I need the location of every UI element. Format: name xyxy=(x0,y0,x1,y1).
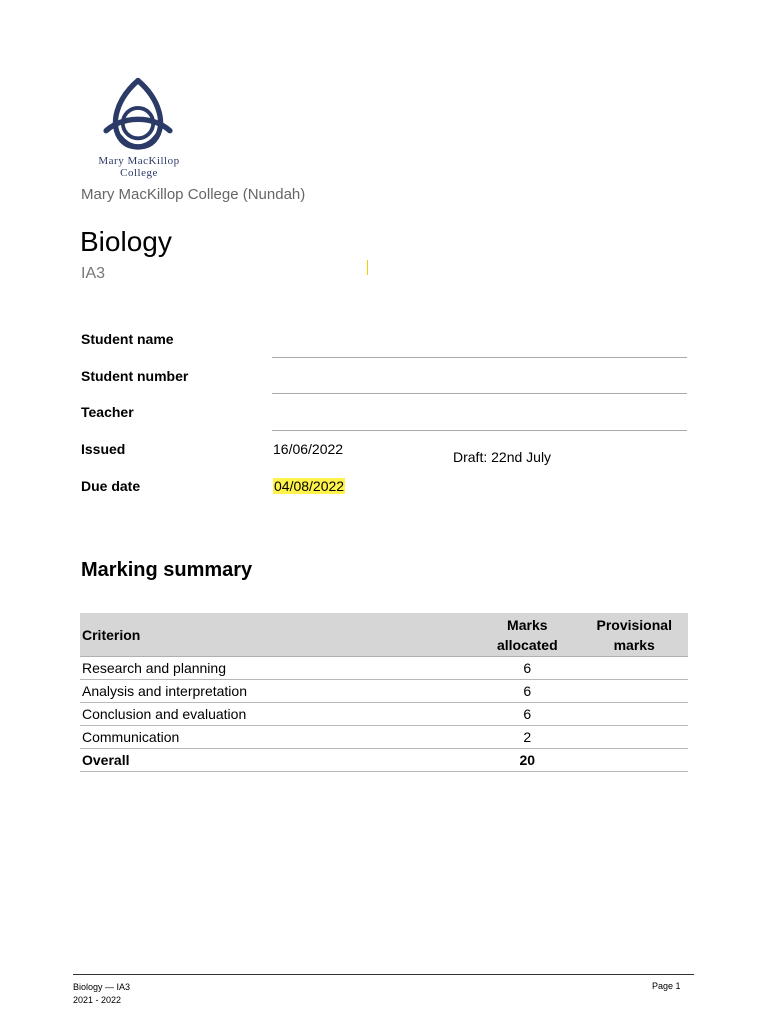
subject-title: Biology xyxy=(80,226,172,257)
marks-allocated-header xyxy=(474,613,580,657)
student-number-label: Student number xyxy=(81,368,189,384)
provisional-cell[interactable] xyxy=(580,703,688,726)
issued-label: Issued xyxy=(81,441,126,457)
criterion-cell: Research and planning xyxy=(80,657,474,680)
table-row xyxy=(80,657,688,680)
teacher-label: Teacher xyxy=(81,404,134,420)
table-total-row xyxy=(80,749,688,772)
footer-year: 2021 - 2022 xyxy=(73,995,122,1005)
overall-marks: 20 xyxy=(474,749,580,772)
issued-value: 16/06/2022 xyxy=(273,441,344,457)
due-date-label: Due date xyxy=(81,478,141,494)
footer-title: Biology — IA3 xyxy=(73,982,131,992)
table-header-row xyxy=(80,613,688,657)
table-row xyxy=(80,703,688,726)
logo-line1: Mary MacKillop xyxy=(98,155,180,167)
marks-header-line2: allocated xyxy=(496,636,558,653)
school-name: Mary MacKillop College (Nundah) xyxy=(81,186,306,203)
assessment-code: IA3 xyxy=(81,265,106,282)
marks-cell: 6 xyxy=(474,680,580,703)
criterion-cell: Communication xyxy=(80,726,474,749)
due-date-value: 04/08/2022 xyxy=(274,478,345,494)
provisional-cell[interactable] xyxy=(580,680,688,703)
logo-line2: College xyxy=(120,167,158,179)
page-number: Page 1 xyxy=(652,981,681,991)
college-logo-trinity-knot-icon xyxy=(100,76,176,152)
text-cursor-mark xyxy=(367,260,368,275)
student-name-line[interactable] xyxy=(272,357,687,358)
provisional-cell[interactable] xyxy=(580,657,688,680)
table-row xyxy=(80,680,688,703)
table-row xyxy=(80,726,688,749)
teacher-line[interactable] xyxy=(272,430,687,431)
marks-cell: 2 xyxy=(474,726,580,749)
marks-cell: 6 xyxy=(474,657,580,680)
provisional-cell[interactable] xyxy=(580,726,688,749)
provisional-marks-header xyxy=(580,613,688,657)
overall-label: Overall xyxy=(80,749,474,772)
draft-note: Draft: 22nd July xyxy=(453,449,552,465)
logo-wordmark xyxy=(78,155,200,179)
criterion-cell: Conclusion and evaluation xyxy=(80,703,474,726)
prov-header-line1: Provisional xyxy=(596,616,672,633)
marks-cell: 6 xyxy=(474,703,580,726)
footer-left xyxy=(73,981,130,1007)
criterion-cell: Analysis and interpretation xyxy=(80,680,474,703)
student-number-line[interactable] xyxy=(272,393,687,394)
footer-divider xyxy=(73,974,694,975)
marking-summary-title: Marking summary xyxy=(81,559,253,581)
marking-summary-table xyxy=(80,613,688,772)
overall-provisional[interactable] xyxy=(580,749,688,772)
marks-header-line1: Marks xyxy=(507,616,548,633)
criterion-header: Criterion xyxy=(80,613,474,657)
student-name-label: Student name xyxy=(81,331,174,347)
prov-header-line2: marks xyxy=(613,636,655,653)
